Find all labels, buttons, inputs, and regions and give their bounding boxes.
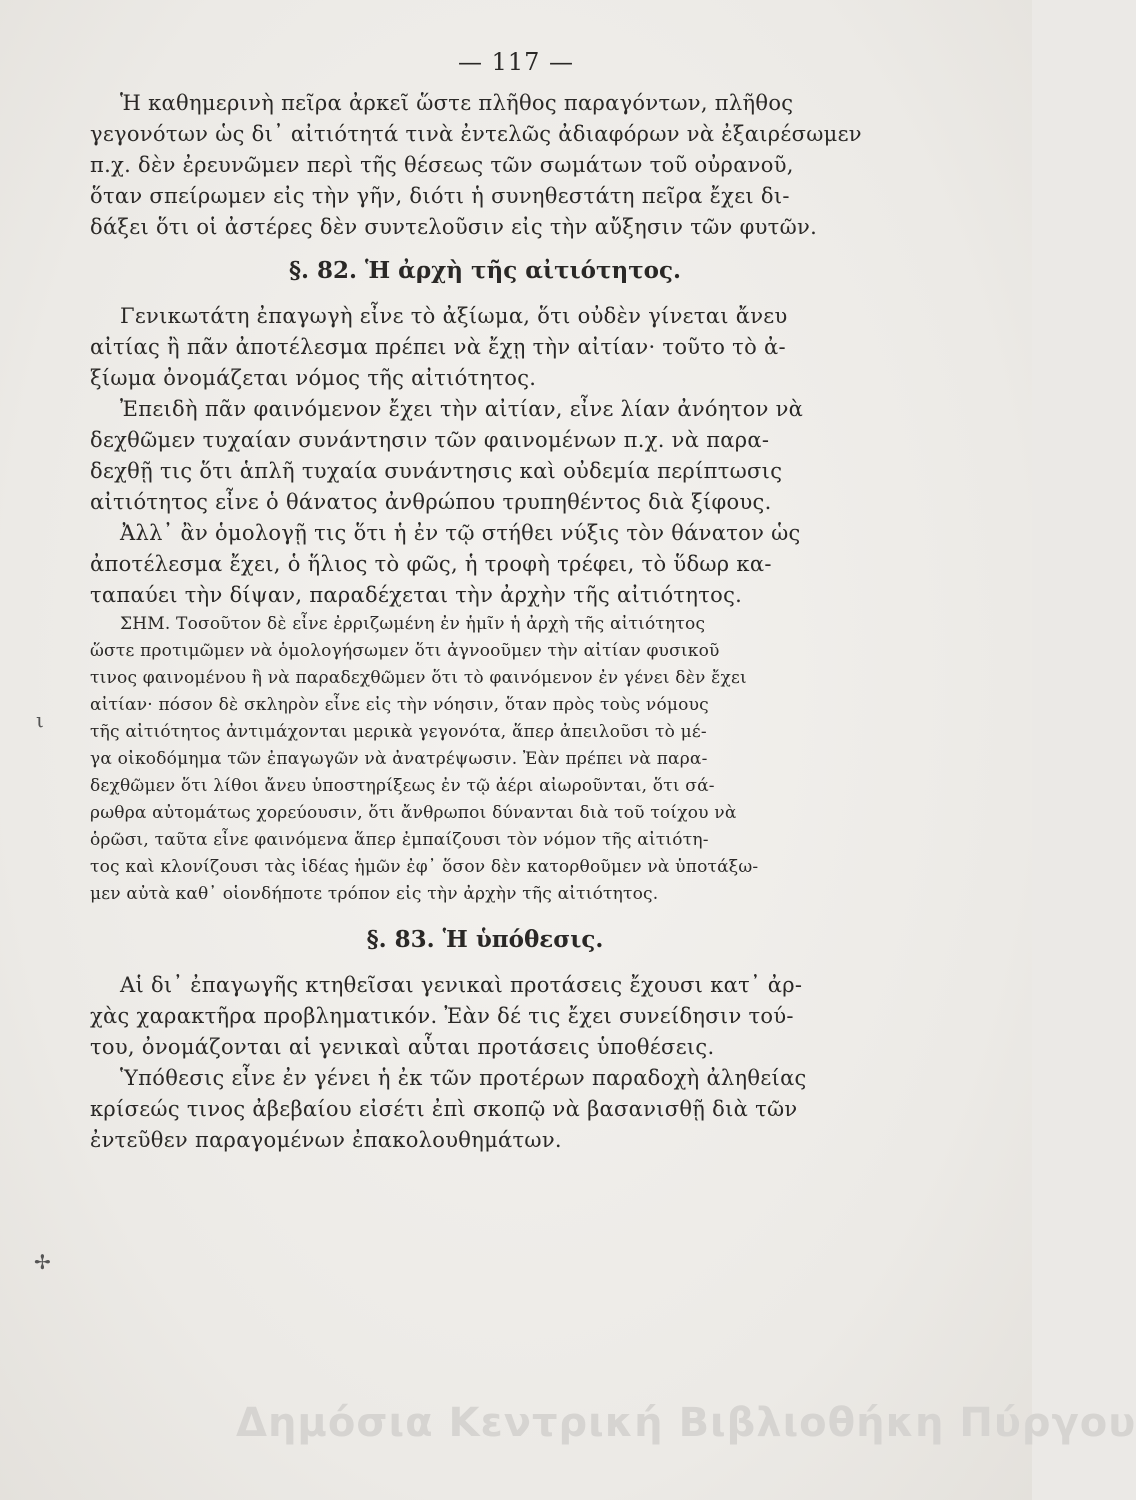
- text-line: δάξει ὅτι οἱ ἀστέρες δὲν συντελοῦσιν εἰς τὴν αὔξησιν τῶν φυτῶν.: [90, 215, 818, 239]
- text-line: αἰτίας ἢ πᾶν ἀποτέλεσμα πρέπει νὰ ἔχῃ τὴν αἰτίαν· τοῦτο τὸ ἀ-: [90, 335, 786, 359]
- text-line: αἰτιότητος εἶνε ὁ θάνατος ἀνθρώπου τρυπηθέντος διὰ ξίφους.: [90, 490, 772, 514]
- margin-pencil-mark-icon: ✢: [34, 1250, 51, 1274]
- text-line: χὰς χαρακτῆρα προβληματικόν. Ἐὰν δέ τις ἔχει συνείδησιν τού-: [90, 1004, 794, 1028]
- section-heading: §. 82. Ἡ ἀρχὴ τῆς αἰτιότητος.: [288, 257, 682, 284]
- paragraph: [90, 301, 880, 394]
- body-text: [90, 88, 880, 1156]
- text-line: ἐντεῦθεν παραγομένων ἐπακολουθημάτων.: [90, 1128, 562, 1152]
- text-line: τινος φαινομένου ἢ νὰ παραδεχθῶμεν ὅτι τὸ φαινόμενον ἐν γένει δὲν ἔχει: [90, 668, 747, 688]
- paragraph: [90, 518, 880, 611]
- text-line: ὥστε προτιμῶμεν νὰ ὁμολογήσωμεν ὅτι ἀγνοοῦμεν τὴν αἰτίαν φυσικοῦ: [90, 641, 720, 661]
- library-watermark: Δημόσια Κεντρική Βιβλιοθήκη Πύργου: [236, 1400, 1136, 1446]
- paragraph: [90, 1063, 880, 1156]
- text-line: τος καὶ κλονίζουσι τὰς ἰδέας ἡμῶν ἐφ᾿ ὅσον δὲν κατορθοῦμεν νὰ ὑποτάξω-: [90, 857, 759, 877]
- text-line: ταπαύει τὴν δίψαν, παραδέχεται τὴν ἀρχὴν τῆς αἰτιότητος.: [90, 583, 743, 607]
- text-line: γα οἰκοδόμημα τῶν ἐπαγωγῶν νὰ ἀνατρέψωσιν. Ἐὰν πρέπει νὰ παρα-: [90, 749, 708, 769]
- text-line: αἰτίαν· πόσον δὲ σκληρὸν εἶνε εἰς τὴν νόησιν, ὅταν πρὸς τοὺς νόμους: [90, 695, 709, 715]
- text-line: Ἡ καθημερινὴ πεῖρα ἀρκεῖ ὥστε πλῆθος παραγόντων, πλῆθος: [120, 91, 794, 115]
- page-number: — 117 —: [457, 48, 575, 76]
- text-line: γεγονότων ὡς δι᾿ αἰτιότητά τινὰ ἐντελῶς ἀδιαφόρων νὰ ἐξαιρέσωμεν: [90, 122, 862, 146]
- text-line: Γενικωτάτη ἐπαγωγὴ εἶνε τὸ ἀξίωμα, ὅτι οὐδὲν γίνεται ἄνευ: [120, 304, 788, 328]
- section-heading: §. 83. Ἡ ὑπόθεσις.: [366, 926, 604, 953]
- text-line: ὅταν σπείρωμεν εἰς τὴν γῆν, διότι ἡ συνηθεστάτη πεῖρα ἔχει δι-: [90, 184, 790, 208]
- text-line: δεχθῇ τις ὅτι ἁπλῆ τυχαία συνάντησις καὶ οὐδεμία περίπτωσις: [90, 459, 783, 483]
- text-line: Ἐπειδὴ πᾶν φαινόμενον ἔχει τὴν αἰτίαν, εἶνε λίαν ἀνόητον νὰ: [120, 397, 804, 421]
- text-line: κρίσεώς τινος ἀβεβαίου εἰσέτι ἐπὶ σκοπῷ νὰ βασανισθῇ διὰ τῶν: [90, 1097, 798, 1121]
- text-line: μεν αὐτὰ καθ᾿ οἱονδήποτε τρόπον εἰς τὴν ἀρχὴν τῆς αἰτιότητος.: [90, 884, 659, 904]
- text-line: ξίωμα ὀνομάζεται νόμος τῆς αἰτιότητος.: [90, 366, 537, 390]
- text-line: δεχθῶμεν ὅτι λίθοι ἄνευ ὑποστηρίξεως ἐν τῷ ἀέρι αἰωροῦνται, ὅτι σά-: [90, 776, 715, 796]
- text-line: δεχθῶμεν τυχαίαν συνάντησιν τῶν φαινομένων π.χ. νὰ παρα-: [90, 428, 770, 452]
- paragraph: [90, 394, 880, 518]
- text-line: ἀποτέλεσμα ἔχει, ὁ ἥλιος τὸ φῶς, ἡ τροφὴ τρέφει, τὸ ὕδωρ κα-: [90, 552, 772, 576]
- text-line: π.χ. δὲν ἐρευνῶμεν περὶ τῆς θέσεως τῶν σωμάτων τοῦ οὐρανοῦ,: [90, 153, 794, 177]
- text-line: του, ὀνομάζονται αἱ γενικαὶ αὗται προτάσεις ὑποθέσεις.: [90, 1035, 715, 1059]
- margin-pencil-mark-icon: ι: [36, 708, 44, 732]
- text-line: ρωθρα αὐτομάτως χορεύουσιν, ὅτι ἄνθρωποι δύνανται διὰ τοῦ τοίχου νὰ: [90, 803, 737, 823]
- footnote: [90, 611, 880, 908]
- paragraph: [90, 88, 880, 243]
- text-line: ὁρῶσι, ταῦτα εἶνε φαινόμενα ἅπερ ἐμπαίζουσι τὸν νόμον τῆς αἰτιότη-: [90, 830, 709, 850]
- text-line: Αἱ δι᾿ ἐπαγωγῆς κτηθεῖσαι γενικαὶ προτάσεις ἔχουσι κατ᾿ ἀρ-: [120, 973, 803, 997]
- text-line: Ὑπόθεσις εἶνε ἐν γένει ἡ ἐκ τῶν προτέρων παραδοχὴ ἀληθείας: [120, 1066, 807, 1090]
- text-line: ΣΗΜ. Τοσοῦτον δὲ εἶνε ἐρριζωμένη ἐν ἡμῖν ἡ ἀρχὴ τῆς αἰτιότητος: [120, 614, 706, 634]
- text-line: τῆς αἰτιότητος ἀντιμάχονται μερικὰ γεγονότα, ἅπερ ἀπειλοῦσι τὸ μέ-: [90, 722, 707, 742]
- text-line: Ἀλλ᾿ ἂν ὁμολογῇ τις ὅτι ἡ ἐν τῷ στήθει νύξις τὸν θάνατον ὡς: [120, 521, 801, 545]
- paragraph: [90, 970, 880, 1063]
